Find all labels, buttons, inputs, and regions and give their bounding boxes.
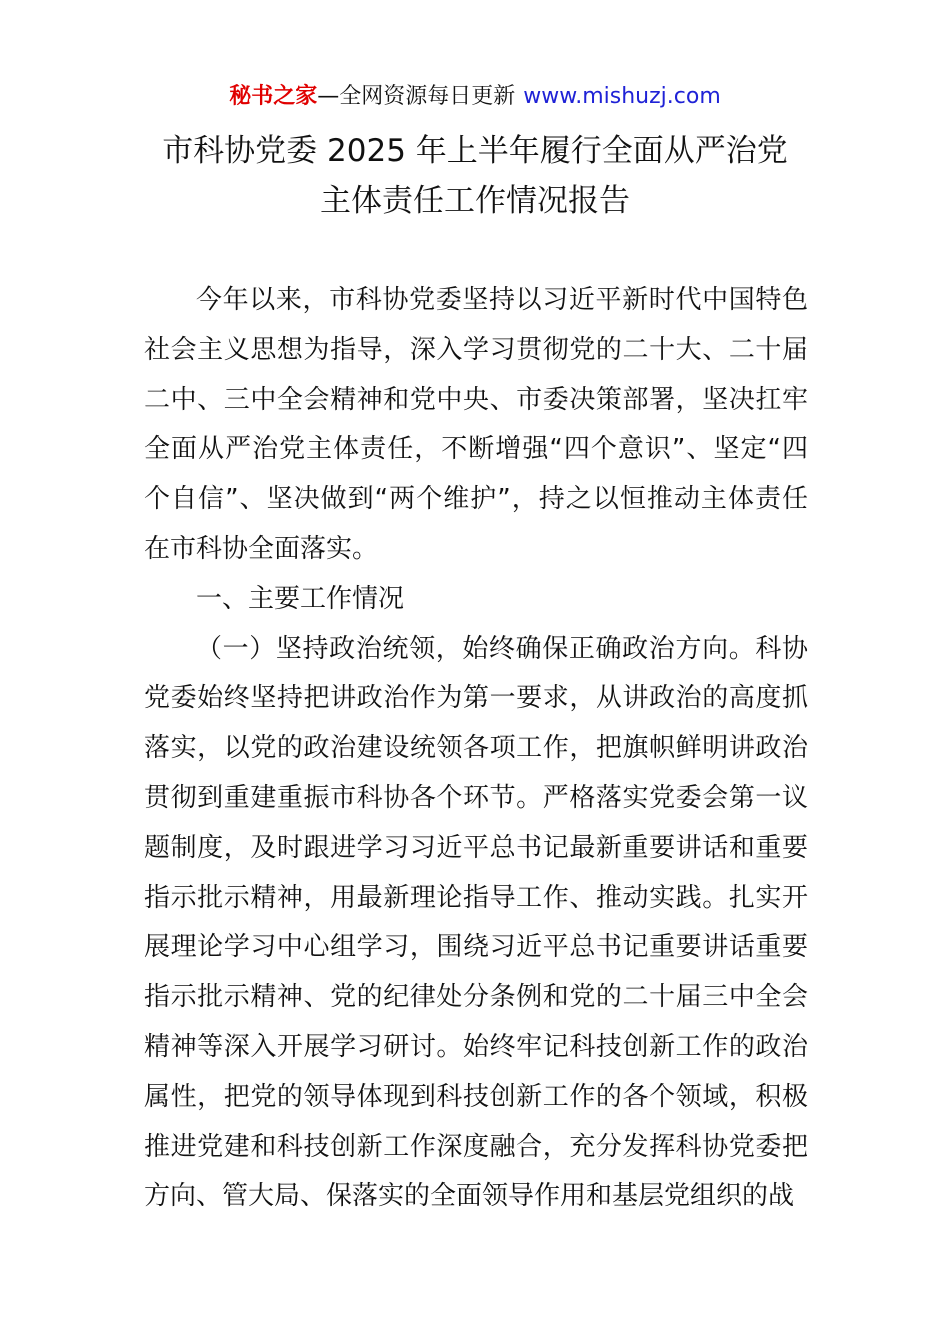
header-tagline: —全网资源每日更新 xyxy=(317,84,516,109)
brand-name: 秘书之家 xyxy=(229,84,318,109)
title-line-2: 主体责任工作情况报告 xyxy=(320,183,630,219)
document-body xyxy=(144,276,808,1222)
site-header xyxy=(0,82,950,112)
title-line-1: 市科协党委 2025 年上半年履行全面从严治党 xyxy=(162,133,788,169)
section-heading: 一、主要工作情况 xyxy=(196,583,405,614)
site-url-link[interactable]: www.mishuzj.com xyxy=(523,84,721,109)
intro-paragraph: 今年以来，市科协党委坚持以习近平新时代中国特色社会主义思想为指导，深入学习贯彻党的二十大、二十届二中、三中全会精神和党中央、市委决策部署，坚决扛牢全面从严治党主体责任，不断增强“四个意识”、坚定“四个自信”、坚决做到“两个维护”，持之以恒推动主体责任在市科协全面落实。 xyxy=(144,285,808,564)
body-paragraph: （一）坚持政治统领，始终确保正确政治方向。科协党委始终坚持把讲政治作为第一要求，从讲政治的高度抓落实，以党的政治建设统领各项工作，把旗帜鲜明讲政治贯彻到重建重振市科协各个环节。严格落实党委会第一议题制度，及时跟进学习习近平总书记最新重要讲话和重要指示批示精神，用最新理论指导工作、推动实践。扎实开展理论学习中心组学习，围绕习近平总书记重要讲话重要指示批示精神、党的纪律处分条例和党的二十届三中全会精神等深入开展学习研讨。始终牢记科技创新工作的政治属性，把党的领导体现到科技创新工作的各个领域，积极推进党建和科技创新工作深度融合，充分发挥科协党委把方向、管大局、保落实的全面领导作用和基层党组织的战 xyxy=(144,633,808,1212)
document-title xyxy=(0,126,950,226)
